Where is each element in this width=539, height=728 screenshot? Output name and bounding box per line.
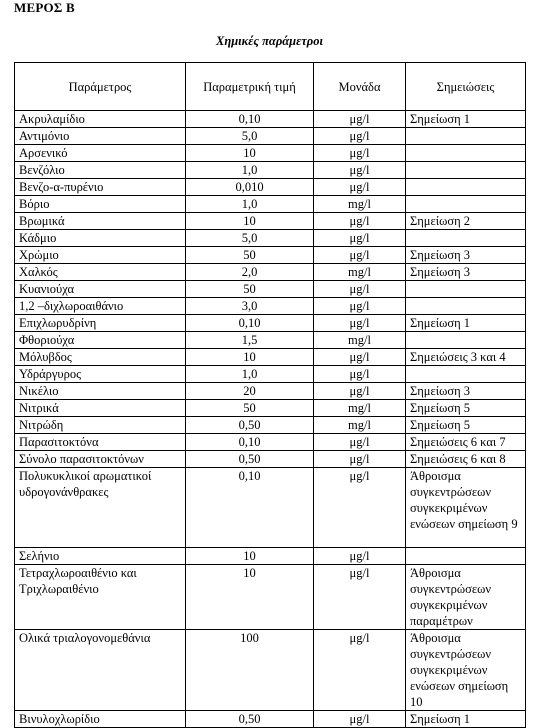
table-row bbox=[15, 145, 526, 162]
parameter-cell: Αρσενικό bbox=[15, 145, 186, 162]
value-cell: 1,0 bbox=[186, 196, 314, 213]
parameter-cell: Νιτρώδη bbox=[15, 417, 186, 434]
table-row bbox=[15, 111, 526, 128]
parameter-cell: Πολυκυκλικοί αρωματικοί υδρογονάνθρακες bbox=[15, 468, 186, 548]
value-cell: 5,0 bbox=[186, 128, 314, 145]
value-cell: 100 bbox=[186, 630, 314, 711]
value-cell: 10 bbox=[186, 349, 314, 366]
value-cell: 0,50 bbox=[186, 417, 314, 434]
unit-cell: μg/l bbox=[314, 565, 406, 630]
notes-cell bbox=[406, 230, 526, 247]
parameter-cell: Επιχλωρυδρίνη bbox=[15, 315, 186, 332]
value-cell: 20 bbox=[186, 383, 314, 400]
parameter-cell: Βενζο-α-πυρένιο bbox=[15, 179, 186, 196]
table-title: Χημικές παράμετροι bbox=[216, 34, 323, 48]
unit-cell: μg/l bbox=[314, 145, 406, 162]
column-header-notes: Σημειώσεις bbox=[406, 63, 526, 111]
unit-cell: μg/l bbox=[314, 179, 406, 196]
notes-cell bbox=[406, 548, 526, 565]
parameter-cell: Βινυλοχλωρίδιο bbox=[15, 711, 186, 728]
notes-cell bbox=[406, 179, 526, 196]
unit-cell: μg/l bbox=[314, 630, 406, 711]
value-cell: 10 bbox=[186, 565, 314, 630]
parameter-cell: Χρώμιο bbox=[15, 247, 186, 264]
unit-cell: μg/l bbox=[314, 468, 406, 548]
value-cell: 10 bbox=[186, 548, 314, 565]
notes-cell: Σημειώσεις 6 και 7 bbox=[406, 434, 526, 451]
unit-cell: mg/l bbox=[314, 332, 406, 349]
parameter-cell: Σελήνιο bbox=[15, 548, 186, 565]
unit-cell: μg/l bbox=[314, 247, 406, 264]
value-cell: 50 bbox=[186, 281, 314, 298]
unit-cell: mg/l bbox=[314, 264, 406, 281]
table-row bbox=[15, 383, 526, 400]
parameter-cell: Μόλυβδος bbox=[15, 349, 186, 366]
parameter-cell: Βρωμικά bbox=[15, 213, 186, 230]
notes-cell: Σημείωση 1 bbox=[406, 711, 526, 728]
column-header-parameter: Παράμετρος bbox=[15, 63, 186, 111]
notes-cell: Σημείωση 1 bbox=[406, 315, 526, 332]
unit-cell: μg/l bbox=[314, 315, 406, 332]
parameter-cell: Χαλκός bbox=[15, 264, 186, 281]
value-cell: 1,0 bbox=[186, 366, 314, 383]
notes-cell: Σημείωση 5 bbox=[406, 417, 526, 434]
section-heading: ΜΕΡΟΣ Β bbox=[14, 0, 75, 15]
notes-cell: Σημείωση 1 bbox=[406, 111, 526, 128]
parameter-cell: Ακρυλαμίδιο bbox=[15, 111, 186, 128]
table-row bbox=[15, 230, 526, 247]
parameter-cell: Κυανιούχα bbox=[15, 281, 186, 298]
table-row bbox=[15, 451, 526, 468]
unit-cell: μg/l bbox=[314, 128, 406, 145]
value-cell: 0,10 bbox=[186, 315, 314, 332]
notes-cell: Άθροισμα συγκεντρώσεων συγκεκριμένων ενώσεων σημείωση 10 bbox=[406, 630, 526, 711]
notes-cell bbox=[406, 128, 526, 145]
value-cell: 10 bbox=[186, 145, 314, 162]
notes-cell bbox=[406, 162, 526, 179]
value-cell: 1,0 bbox=[186, 162, 314, 179]
notes-cell: Άθροισμα συγκεντρώσεων συγκεκριμένων ενώσεων σημείωση 9 bbox=[406, 468, 526, 548]
parameter-cell: Νιτρικά bbox=[15, 400, 186, 417]
value-cell: 0,10 bbox=[186, 111, 314, 128]
unit-cell: mg/l bbox=[314, 196, 406, 213]
notes-cell: Σημείωση 3 bbox=[406, 383, 526, 400]
value-cell: 50 bbox=[186, 247, 314, 264]
table-row bbox=[15, 281, 526, 298]
unit-cell: μg/l bbox=[314, 383, 406, 400]
unit-cell: mg/l bbox=[314, 417, 406, 434]
value-cell: 0,010 bbox=[186, 179, 314, 196]
notes-cell bbox=[406, 366, 526, 383]
parameter-cell: Βενζόλιο bbox=[15, 162, 186, 179]
unit-cell: μg/l bbox=[314, 434, 406, 451]
notes-cell bbox=[406, 281, 526, 298]
unit-cell: μg/l bbox=[314, 366, 406, 383]
unit-cell: mg/l bbox=[314, 400, 406, 417]
unit-cell: μg/l bbox=[314, 298, 406, 315]
unit-cell: μg/l bbox=[314, 711, 406, 728]
table-row bbox=[15, 366, 526, 383]
unit-cell: μg/l bbox=[314, 451, 406, 468]
value-cell: 0,50 bbox=[186, 451, 314, 468]
column-header-value: Παραμετρική τιμή bbox=[186, 63, 314, 111]
table-row bbox=[15, 196, 526, 213]
parameter-cell: Παρασιτοκτόνα bbox=[15, 434, 186, 451]
notes-cell bbox=[406, 298, 526, 315]
notes-cell: Άθροισμα συγκεντρώσεων συγκεκριμένων παραμέτρων bbox=[406, 565, 526, 630]
value-cell: 50 bbox=[186, 400, 314, 417]
parameter-cell: Τετραχλωροαιθένιο και Τριχλωραιθένιο bbox=[15, 565, 186, 630]
table-row bbox=[15, 128, 526, 145]
table-row bbox=[15, 468, 526, 548]
parameter-cell: Φθοριούχα bbox=[15, 332, 186, 349]
value-cell: 5,0 bbox=[186, 230, 314, 247]
notes-cell bbox=[406, 332, 526, 349]
table-header-row bbox=[15, 63, 526, 111]
parameter-cell: Σύνολο παρασιτοκτόνων bbox=[15, 451, 186, 468]
table-row bbox=[15, 315, 526, 332]
unit-cell: μg/l bbox=[314, 230, 406, 247]
table-row bbox=[15, 213, 526, 230]
table-row bbox=[15, 298, 526, 315]
parameter-cell: Ολικά τριαλογονομεθάνια bbox=[15, 630, 186, 711]
table-row bbox=[15, 162, 526, 179]
value-cell: 3,0 bbox=[186, 298, 314, 315]
unit-cell: μg/l bbox=[314, 548, 406, 565]
parameter-cell: 1,2 –διχλωροαιθάνιο bbox=[15, 298, 186, 315]
chemical-parameters-table bbox=[14, 62, 526, 728]
value-cell: 0,50 bbox=[186, 711, 314, 728]
table-row bbox=[15, 400, 526, 417]
table-row bbox=[15, 548, 526, 565]
table-row bbox=[15, 711, 526, 728]
unit-cell: μg/l bbox=[314, 281, 406, 298]
notes-cell bbox=[406, 196, 526, 213]
table-row bbox=[15, 434, 526, 451]
notes-cell: Σημείωση 5 bbox=[406, 400, 526, 417]
table-row bbox=[15, 565, 526, 630]
table-row bbox=[15, 630, 526, 711]
parameter-cell: Βόριο bbox=[15, 196, 186, 213]
table-body bbox=[15, 111, 526, 728]
unit-cell: μg/l bbox=[314, 349, 406, 366]
notes-cell bbox=[406, 145, 526, 162]
unit-cell: μg/l bbox=[314, 213, 406, 230]
value-cell: 1,5 bbox=[186, 332, 314, 349]
notes-cell: Σημειώσεις 3 και 4 bbox=[406, 349, 526, 366]
table-row bbox=[15, 247, 526, 264]
parameter-cell: Υδράργυρος bbox=[15, 366, 186, 383]
parameter-cell: Κάδμιο bbox=[15, 230, 186, 247]
table-row bbox=[15, 264, 526, 281]
value-cell: 0,10 bbox=[186, 434, 314, 451]
value-cell: 0,10 bbox=[186, 468, 314, 548]
notes-cell: Σημειώσεις 6 και 8 bbox=[406, 451, 526, 468]
table-row bbox=[15, 179, 526, 196]
unit-cell: μg/l bbox=[314, 162, 406, 179]
table-row bbox=[15, 417, 526, 434]
table-row bbox=[15, 332, 526, 349]
notes-cell: Σημείωση 3 bbox=[406, 247, 526, 264]
notes-cell: Σημείωση 2 bbox=[406, 213, 526, 230]
notes-cell: Σημείωση 3 bbox=[406, 264, 526, 281]
column-header-unit: Μονάδα bbox=[314, 63, 406, 111]
unit-cell: μg/l bbox=[314, 111, 406, 128]
parameter-cell: Αντιμόνιο bbox=[15, 128, 186, 145]
value-cell: 10 bbox=[186, 213, 314, 230]
parameter-cell: Νικέλιο bbox=[15, 383, 186, 400]
table-row bbox=[15, 349, 526, 366]
value-cell: 2,0 bbox=[186, 264, 314, 281]
